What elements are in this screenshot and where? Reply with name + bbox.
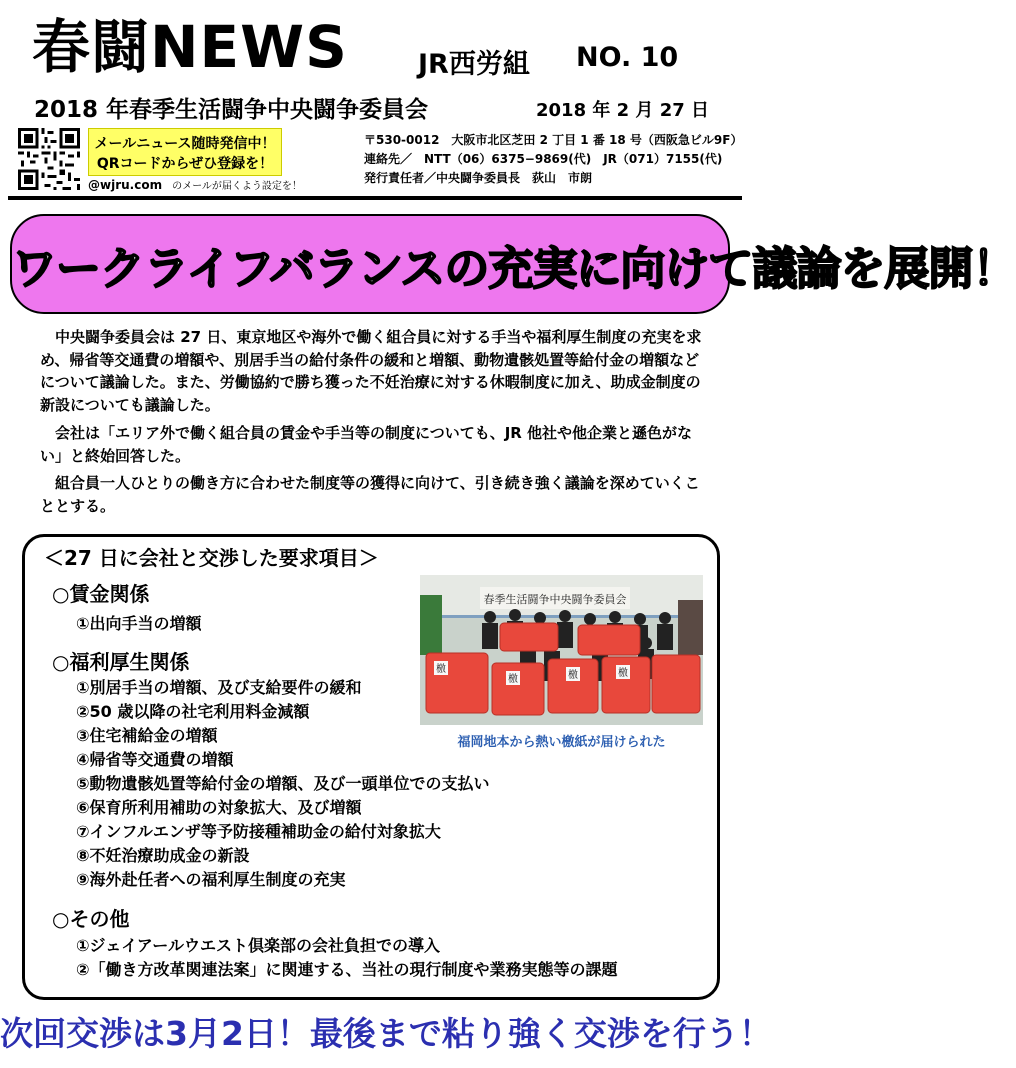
issue-date: 2018 年 2 月 27 日: [536, 100, 710, 121]
list-item: ⑨海外赴任者への福利厚生制度の充実: [76, 870, 346, 889]
mail-setting-note: [88, 177, 302, 192]
list-item: ①別居手当の増額、及び支給要件の緩和: [76, 678, 362, 697]
mail-notice-line2: QRコードからぜひ登録を！: [96, 156, 274, 172]
mail-domain: @wjru.com: [88, 178, 163, 192]
header-divider: [8, 196, 742, 200]
list-item: ②50 歳以降の社宅利用料金減額: [76, 702, 310, 721]
photo-banner-text: 春季生活闘争中央闘争委員会: [483, 593, 627, 606]
newsletter-title: 春闘NEWS: [32, 13, 348, 81]
demand-list-title: ＜27 日に会社と交渉した要求項目＞: [44, 546, 379, 570]
headline-banner: [10, 214, 1016, 314]
contact-phone: 連絡先／ NTT（06）6375−9869(代) JR（071）7155(代): [364, 152, 723, 166]
flag-mark: 檄: [618, 668, 628, 679]
list-item: ①ジェイアールウエスト倶楽部の会社負担での導入: [76, 936, 440, 955]
committee-name: 2018 年春季生活闘争中央闘争委員会: [34, 97, 429, 123]
flag-mark: 檄: [568, 670, 578, 681]
category-other: ○その他: [52, 907, 130, 931]
article-paragraph-3: 組合員一人ひとりの働き方に合わせた制度等の獲得に向けて、引き続き強く議論を深めていくこととする。: [40, 474, 700, 515]
list-item: ④帰省等交通費の増額: [76, 750, 234, 769]
photo-caption: 福岡地本から熱い檄紙が届けられた: [457, 735, 666, 750]
flag-mark: 檄: [436, 664, 446, 675]
contact-publisher: 発行責任者／中央闘争委員長 荻山 市朗: [364, 171, 593, 185]
mail-setting-text: のメールが届くよう設定を！: [172, 181, 302, 192]
headline-text: ワークライフバランスの充実に向けて議論を展開！: [12, 242, 1016, 295]
list-item: ⑦インフルエンザ等予防接種補助金の給付対象拡大: [76, 822, 441, 841]
list-item: ①出向手当の増額: [76, 614, 202, 633]
list-item: ②「働き方改革関連法案」に関連する、当社の現行制度や業務実態等の課題: [76, 960, 618, 979]
qr-code-icon[interactable]: [18, 128, 80, 190]
list-item: ⑥保育所利用補助の対象拡大、及び増額: [76, 798, 362, 817]
flag-mark: 檄: [508, 674, 518, 685]
list-item: ③住宅補給金の増額: [76, 726, 218, 745]
article-paragraph-2: 会社は「エリア外で働く組合員の賃金や手当等の制度についても、JR 他社や他企業と遜色がない」と終始回答した。: [40, 424, 693, 465]
list-item: ⑧不妊治療助成金の新設: [76, 846, 250, 865]
mail-notice-line1: メールニュース随時発信中！: [94, 136, 276, 152]
group-photo: [420, 575, 703, 725]
contact-address: 〒530-0012 大阪市北区芝田 2 丁目 1 番 18 号（西阪急ビル9F）: [364, 133, 743, 147]
issue-number: NO. 10: [576, 42, 679, 73]
category-welfare: ○福利厚生関係: [52, 650, 190, 674]
article-paragraph-1: 中央闘争委員会は 27 日、東京地区や海外で働く組合員に対する手当や福利厚生制度の充実を求め、帰省等交通費の増額や、別居手当の給付条件の緩和と増額、動物遺骸処置等給付金の増額などについて議論した。また、労働協約で勝ち獲った不妊治療に対する休暇制度に加え、助成金制度の新設についても議論した。: [40, 328, 702, 414]
list-item: ⑤動物遺骸処置等給付金の増額、及び一頭単位での支払い: [76, 774, 490, 793]
category-wage: ○賃金関係: [52, 582, 150, 606]
union-name: JR西労組: [418, 49, 530, 80]
mail-news-notice: [88, 128, 282, 176]
footer-slogan: 次回交渉は3月2日！最後まで粘り強く交渉を行う！: [0, 1014, 772, 1053]
